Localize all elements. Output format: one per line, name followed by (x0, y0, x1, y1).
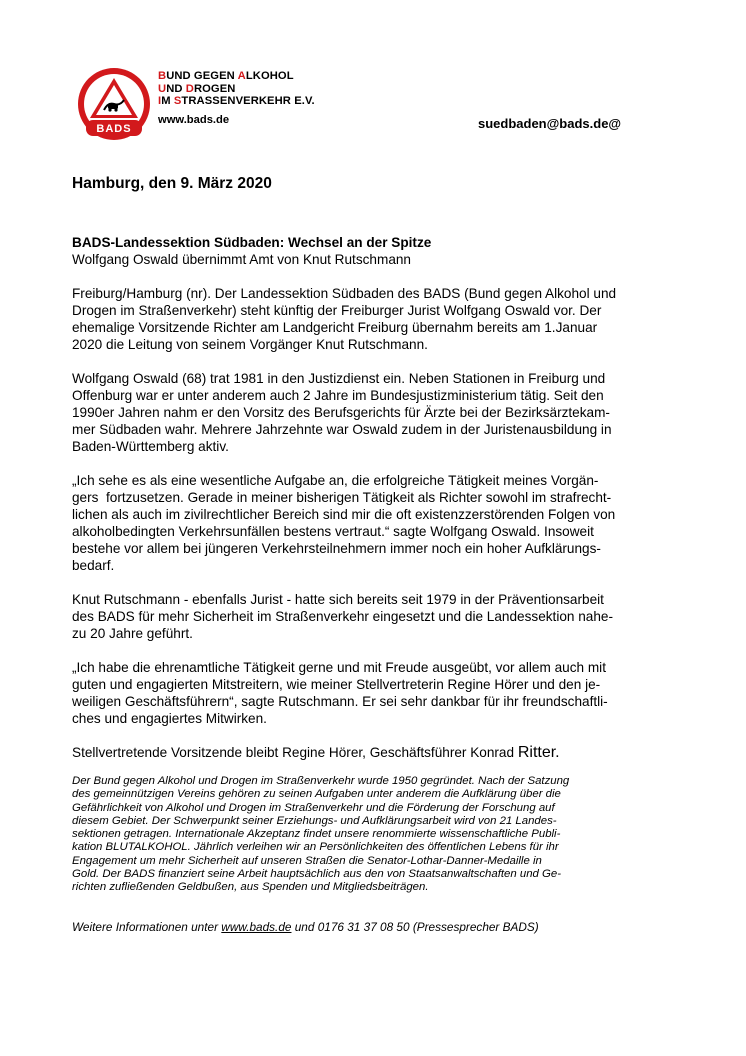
text-line: 2020 die Leitung von seinem Vorgänger Knut Rutschmann. (72, 337, 428, 352)
dateline: Hamburg, den 9. März 2020 (72, 175, 272, 192)
text-line: weiligen Geschäftsführern“, sagte Rutschmann. Er sei sehr dankbar für ihr freundschaftli- (72, 694, 608, 709)
article-heading (72, 234, 682, 268)
text-line: alkoholbedingten Verkehrsunfällen bestens vertraut.“ sagte Wolfgang Oswald. Insoweit (72, 524, 594, 539)
text-line: des BADS für mehr Sicherheit im Straßenverkehr eingesetzt und die Landessektion nahe- (72, 609, 614, 624)
text-line: 1990er Jahren nahm er den Vorsitz des Berufsgerichts für Ärzte bei der Bezirksärztekam- (72, 405, 610, 420)
text-line: kation BLUTALKOHOL. Jährlich verleihen wir an Persönlichkeiten des öffentlichen Lebens für ihr (72, 841, 559, 854)
brand-name (158, 70, 315, 126)
paragraph (72, 659, 682, 727)
more-info (72, 920, 682, 934)
text-line: Engagement um mehr Sicherheit auf unseren Straßen die Senator-Lothar-Danner-Medaille in (72, 854, 542, 867)
text-line: Der Bund gegen Alkohol und Drogen im Straßenverkehr wurde 1950 gegründet. Nach der Satzung (72, 775, 570, 787)
closing-paragraph (72, 744, 682, 761)
about-bads-note (72, 775, 682, 895)
closing-text: Stellvertretende Vorsitzende bleibt Regine Hörer, Geschäftsführer Konrad (72, 745, 518, 760)
website-link[interactable]: www.bads.de (221, 919, 292, 934)
brand-line-3: IM STRASSENVERKEHR E.V. (158, 95, 315, 107)
text-line: sektionen getragen. Internationale Akzeptanz findet unsere renommierte wissenschaftliche Publi- (72, 828, 561, 841)
brand-line-2: UND DROGEN (158, 82, 236, 95)
paragraph (72, 370, 682, 455)
bads-logo-icon (76, 66, 152, 142)
text-line: ehemalige Vorsitzende Richter am Landgericht Freiburg übernahm bereits am 1.Januar (72, 320, 598, 335)
text-line: Freiburg/Hamburg (nr). Der Landessektion Südbaden des BADS (Bund gegen Alkohol und (72, 286, 617, 301)
headline: BADS-Landessektion Südbaden: Wechsel an der Spitze (72, 235, 432, 250)
text-line: Knut Rutschmann - ebenfalls Jurist - hatte sich bereits seit 1979 in der Präventionsarbeit (72, 592, 604, 607)
text-line: Gold. Der BADS finanziert seine Arbeit hauptsächlich aus den von Staatsanwaltschaften und Ge- (72, 868, 562, 881)
text-line: des gemeinnützigen Vereins gehören zu seinen Aufgaben unter anderem die Aufklärung über die (72, 788, 561, 801)
paragraph (72, 285, 682, 353)
more-info-suffix: und 0176 31 37 08 50 (Pressesprecher BADS) (291, 919, 539, 934)
paragraph (72, 472, 682, 574)
text-line: „Ich sehe es als eine wesentliche Aufgabe an, die erfolgreiche Tätigkeit meines Vorgän- (72, 473, 599, 488)
text-line: Offenburg war er unter anderem auch 2 Jahre im Bundesjustizministerium tätig. Seit den (72, 388, 604, 403)
logo-text: BADS (96, 123, 132, 135)
text-line: mer Südbaden wahr. Mehrere Jahrzehnte war Oswald zudem in der Juristenausbildung in (72, 422, 612, 437)
text-line: ches und engagiertes Mitwirken. (72, 711, 267, 726)
text-line: „Ich habe die ehrenamtliche Tätigkeit gerne und mit Freude ausgeübt, vor allem auch mit (72, 660, 606, 675)
paragraph (72, 591, 682, 642)
text-line: richten zufließenden Geldbußen, aus Spenden und Mitgliedsbeiträgen. (72, 881, 429, 894)
text-line: guten und engagierten Mitstreitern, wie meiner Stellvertreterin Regine Hörer und den je- (72, 677, 601, 692)
more-info-prefix: Weitere Informationen unter (72, 919, 222, 934)
text-line: bedarf. (72, 558, 115, 573)
text-line: zu 20 Jahre geführt. (72, 626, 193, 641)
closing-name: Ritter. (517, 744, 560, 761)
header-url[interactable]: www.bads.de (158, 113, 230, 126)
subheadline: Wolfgang Oswald übernimmt Amt von Knut Rutschmann (72, 252, 411, 267)
text-line: diesem Gebiet. Der Schwerpunkt seiner Erziehungs- und Aufklärungsarbeit wird von 21 Landes- (72, 814, 557, 827)
contact-email[interactable]: suedbaden@bads.de@ (478, 116, 622, 131)
article-body (72, 234, 682, 934)
text-line: Gefährlichkeit von Alkohol und Drogen im Straßenverkehr und die Förderung der Forschung auf (72, 801, 555, 814)
text-line: Drogen im Straßenverkehr) steht künftig der Freiburger Jurist Wolfgang Oswald vor. Der (72, 303, 602, 318)
text-line: lichen als auch im zivilrechtlicher Bereich sind mir die oft existenzzerstörenden Folgen von (72, 507, 616, 522)
brand-line-1: BUND GEGEN ALKOHOL (158, 70, 294, 82)
text-line: bestehe vor allem bei jüngeren Verkehrsteilnehmern immer noch ein hoher Aufklärungs- (72, 541, 601, 556)
text-line: gers fortzusetzen. Gerade in meiner bisherigen Tätigkeit als Richter sowohl im strafrecht- (72, 490, 612, 505)
text-line: Baden-Württemberg aktiv. (72, 439, 229, 454)
text-line: Wolfgang Oswald (68) trat 1981 in den Justizdienst ein. Neben Stationen in Freiburg und (72, 371, 606, 386)
